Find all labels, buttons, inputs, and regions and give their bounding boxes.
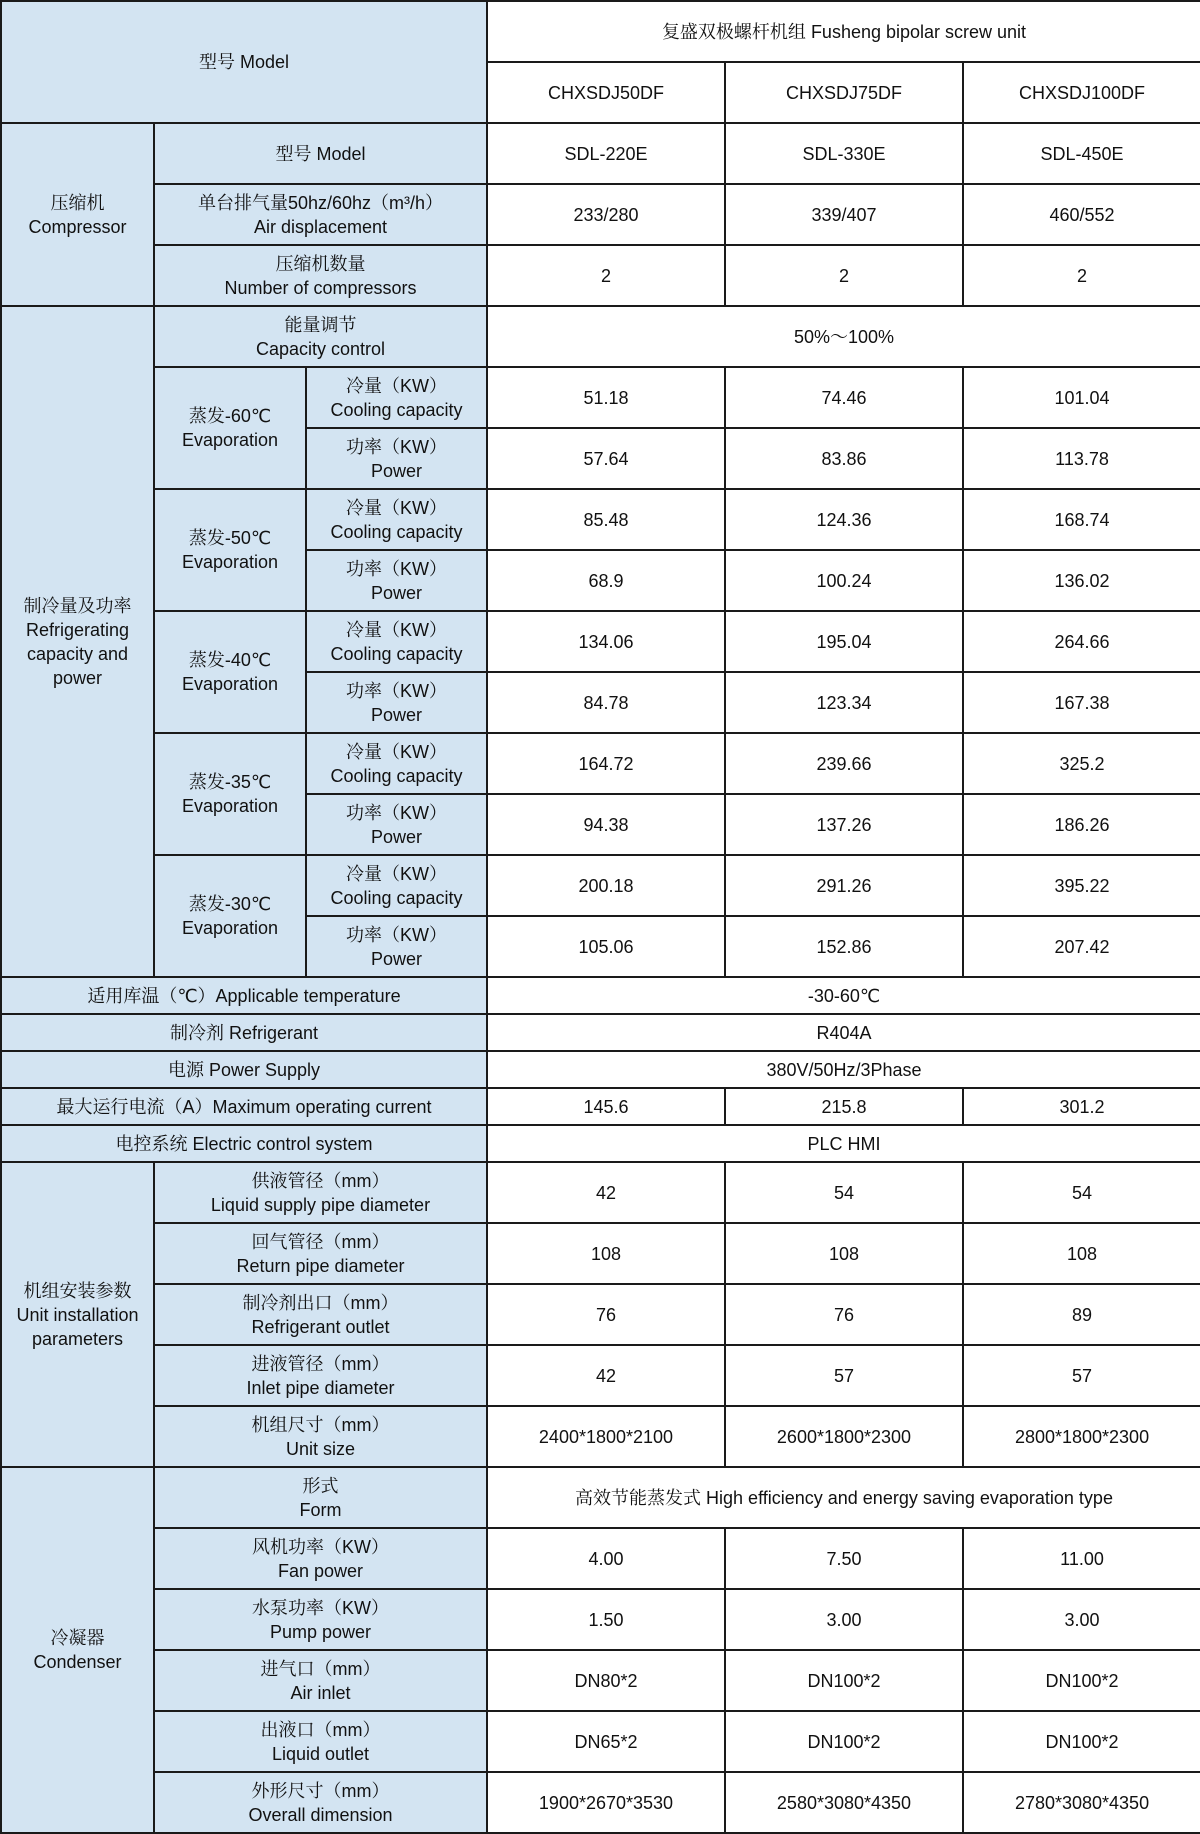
cell-value: 2400*1800*2100	[487, 1406, 725, 1467]
model-header-label: 型号 Model	[1, 1, 487, 123]
row-label: 外形尺寸（mm） Overall dimension	[154, 1772, 487, 1833]
row-label: 型号 Model	[154, 123, 487, 184]
table-row	[1, 1223, 1200, 1284]
row-label: 制冷剂 Refrigerant	[1, 1014, 487, 1051]
row-label: 水泵功率（KW） Pump power	[154, 1589, 487, 1650]
cell-value: 54	[725, 1162, 963, 1223]
power-label: 功率（KW） Power	[306, 916, 487, 977]
table-row	[1, 245, 1200, 306]
cell-value: 7.50	[725, 1528, 963, 1589]
cell-value: 100.24	[725, 550, 963, 611]
cell-value: 3.00	[725, 1589, 963, 1650]
table-row	[1, 1051, 1200, 1088]
evaporation-label: 蒸发-35℃ Evaporation	[154, 733, 306, 855]
cell-value: 42	[487, 1345, 725, 1406]
cell-value: 51.18	[487, 367, 725, 428]
cell-value: R404A	[487, 1014, 1200, 1051]
cell-value: 137.26	[725, 794, 963, 855]
condenser-group-label: 冷凝器 Condenser	[1, 1467, 154, 1833]
table-row	[1, 1650, 1200, 1711]
table-row	[1, 1345, 1200, 1406]
model-name: CHXSDJ100DF	[963, 62, 1200, 123]
cell-value: 2	[487, 245, 725, 306]
cell-value: 339/407	[725, 184, 963, 245]
cell-value: 105.06	[487, 916, 725, 977]
cell-value: 57.64	[487, 428, 725, 489]
table-row	[1, 1014, 1200, 1051]
cell-value: 2580*3080*4350	[725, 1772, 963, 1833]
cell-value: 291.26	[725, 855, 963, 916]
table-row	[1, 306, 1200, 367]
table-row	[1, 1162, 1200, 1223]
cell-value: 108	[725, 1223, 963, 1284]
row-label: 进液管径（mm） Inlet pipe diameter	[154, 1345, 487, 1406]
row-label: 风机功率（KW） Fan power	[154, 1528, 487, 1589]
cell-value: DN100*2	[963, 1650, 1200, 1711]
table-row	[1, 367, 1200, 428]
cell-value: 2780*3080*4350	[963, 1772, 1200, 1833]
cell-value: 2600*1800*2300	[725, 1406, 963, 1467]
cell-value: 264.66	[963, 611, 1200, 672]
cell-value: 83.86	[725, 428, 963, 489]
table-row	[1, 1406, 1200, 1467]
table-row	[1, 1467, 1200, 1528]
cell-value: DN100*2	[963, 1711, 1200, 1772]
cell-value: DN100*2	[725, 1650, 963, 1711]
table-row	[1, 123, 1200, 184]
row-label: 最大运行电流（A）Maximum operating current	[1, 1088, 487, 1125]
cell-value: 145.6	[487, 1088, 725, 1125]
cell-value: 4.00	[487, 1528, 725, 1589]
evaporation-label: 蒸发-60℃ Evaporation	[154, 367, 306, 489]
cell-value: 152.86	[725, 916, 963, 977]
cell-value: 11.00	[963, 1528, 1200, 1589]
table-row	[1, 1088, 1200, 1125]
table-row	[1, 489, 1200, 550]
cell-value: 3.00	[963, 1589, 1200, 1650]
cell-value: 233/280	[487, 184, 725, 245]
cell-value: 76	[487, 1284, 725, 1345]
row-label: 适用库温（℃）Applicable temperature	[1, 977, 487, 1014]
evaporation-label: 蒸发-40℃ Evaporation	[154, 611, 306, 733]
table-title: 复盛双极螺杆机组 Fusheng bipolar screw unit	[487, 1, 1200, 62]
cell-value: 1900*2670*3530	[487, 1772, 725, 1833]
power-label: 功率（KW） Power	[306, 428, 487, 489]
row-label: 能量调节 Capacity control	[154, 306, 487, 367]
table-row	[1, 1711, 1200, 1772]
cell-value: 101.04	[963, 367, 1200, 428]
cell-value: 164.72	[487, 733, 725, 794]
row-label: 制冷剂出口（mm） Refrigerant outlet	[154, 1284, 487, 1345]
cell-value: 123.34	[725, 672, 963, 733]
cell-value: 195.04	[725, 611, 963, 672]
table-row	[1, 611, 1200, 672]
row-label: 电控系统 Electric control system	[1, 1125, 487, 1162]
cell-value: 50%～100%	[487, 306, 1200, 367]
model-name: CHXSDJ50DF	[487, 62, 725, 123]
installation-group-label: 机组安装参数 Unit installation parameters	[1, 1162, 154, 1467]
cell-value: 54	[963, 1162, 1200, 1223]
cell-value: SDL-220E	[487, 123, 725, 184]
cell-value: 200.18	[487, 855, 725, 916]
table-row	[1, 1589, 1200, 1650]
row-label: 出液口（mm） Liquid outlet	[154, 1711, 487, 1772]
compressor-group-label: 压缩机 Compressor	[1, 123, 154, 306]
header-row	[1, 1, 1200, 62]
cell-value: SDL-450E	[963, 123, 1200, 184]
power-label: 功率（KW） Power	[306, 672, 487, 733]
cell-value: 301.2	[963, 1088, 1200, 1125]
refrigerating-group-label: 制冷量及功率 Refrigerating capacity and power	[1, 306, 154, 977]
cell-value: 186.26	[963, 794, 1200, 855]
table-row	[1, 1772, 1200, 1833]
row-label: 供液管径（mm） Liquid supply pipe diameter	[154, 1162, 487, 1223]
table-row	[1, 1284, 1200, 1345]
cell-value: 168.74	[963, 489, 1200, 550]
row-label: 单台排气量50hz/60hz（m³/h） Air displacement	[154, 184, 487, 245]
table-row	[1, 977, 1200, 1014]
cell-value: 57	[725, 1345, 963, 1406]
evaporation-label: 蒸发-50℃ Evaporation	[154, 489, 306, 611]
table-row	[1, 1528, 1200, 1589]
cell-value: 108	[963, 1223, 1200, 1284]
cell-value: 136.02	[963, 550, 1200, 611]
row-label: 电源 Power Supply	[1, 1051, 487, 1088]
cell-value: -30-60℃	[487, 977, 1200, 1014]
power-label: 功率（KW） Power	[306, 550, 487, 611]
cooling-label: 冷量（KW） Cooling capacity	[306, 855, 487, 916]
cell-value: 76	[725, 1284, 963, 1345]
cell-value: 68.9	[487, 550, 725, 611]
cell-value: DN100*2	[725, 1711, 963, 1772]
cell-value: PLC HMI	[487, 1125, 1200, 1162]
cell-value: 108	[487, 1223, 725, 1284]
cooling-label: 冷量（KW） Cooling capacity	[306, 367, 487, 428]
cell-value: 1.50	[487, 1589, 725, 1650]
cell-value: 84.78	[487, 672, 725, 733]
cell-value: 215.8	[725, 1088, 963, 1125]
cell-value: 167.38	[963, 672, 1200, 733]
cell-value: 460/552	[963, 184, 1200, 245]
cell-value: 57	[963, 1345, 1200, 1406]
table-row	[1, 855, 1200, 916]
cell-value: 395.22	[963, 855, 1200, 916]
cell-value: DN65*2	[487, 1711, 725, 1772]
row-label: 形式 Form	[154, 1467, 487, 1528]
cell-value: 89	[963, 1284, 1200, 1345]
cell-value: 42	[487, 1162, 725, 1223]
cell-value: 2800*1800*2300	[963, 1406, 1200, 1467]
power-label: 功率（KW） Power	[306, 794, 487, 855]
row-label: 回气管径（mm） Return pipe diameter	[154, 1223, 487, 1284]
cell-value: 113.78	[963, 428, 1200, 489]
model-name: CHXSDJ75DF	[725, 62, 963, 123]
evaporation-label: 蒸发-30℃ Evaporation	[154, 855, 306, 977]
cell-value: 239.66	[725, 733, 963, 794]
table-row	[1, 184, 1200, 245]
cell-value: 380V/50Hz/3Phase	[487, 1051, 1200, 1088]
row-label: 机组尺寸（mm） Unit size	[154, 1406, 487, 1467]
cell-value: 2	[963, 245, 1200, 306]
cell-value: 134.06	[487, 611, 725, 672]
cell-value: 高效节能蒸发式 High efficiency and energy saving evaporation type	[487, 1467, 1200, 1528]
cell-value: 325.2	[963, 733, 1200, 794]
cell-value: DN80*2	[487, 1650, 725, 1711]
cell-value: SDL-330E	[725, 123, 963, 184]
row-label: 压缩机数量 Number of compressors	[154, 245, 487, 306]
cooling-label: 冷量（KW） Cooling capacity	[306, 489, 487, 550]
cell-value: 94.38	[487, 794, 725, 855]
table-row	[1, 1125, 1200, 1162]
cell-value: 85.48	[487, 489, 725, 550]
cell-value: 74.46	[725, 367, 963, 428]
cooling-label: 冷量（KW） Cooling capacity	[306, 733, 487, 794]
table-row	[1, 733, 1200, 794]
cell-value: 124.36	[725, 489, 963, 550]
cooling-label: 冷量（KW） Cooling capacity	[306, 611, 487, 672]
cell-value: 2	[725, 245, 963, 306]
cell-value: 207.42	[963, 916, 1200, 977]
row-label: 进气口（mm） Air inlet	[154, 1650, 487, 1711]
